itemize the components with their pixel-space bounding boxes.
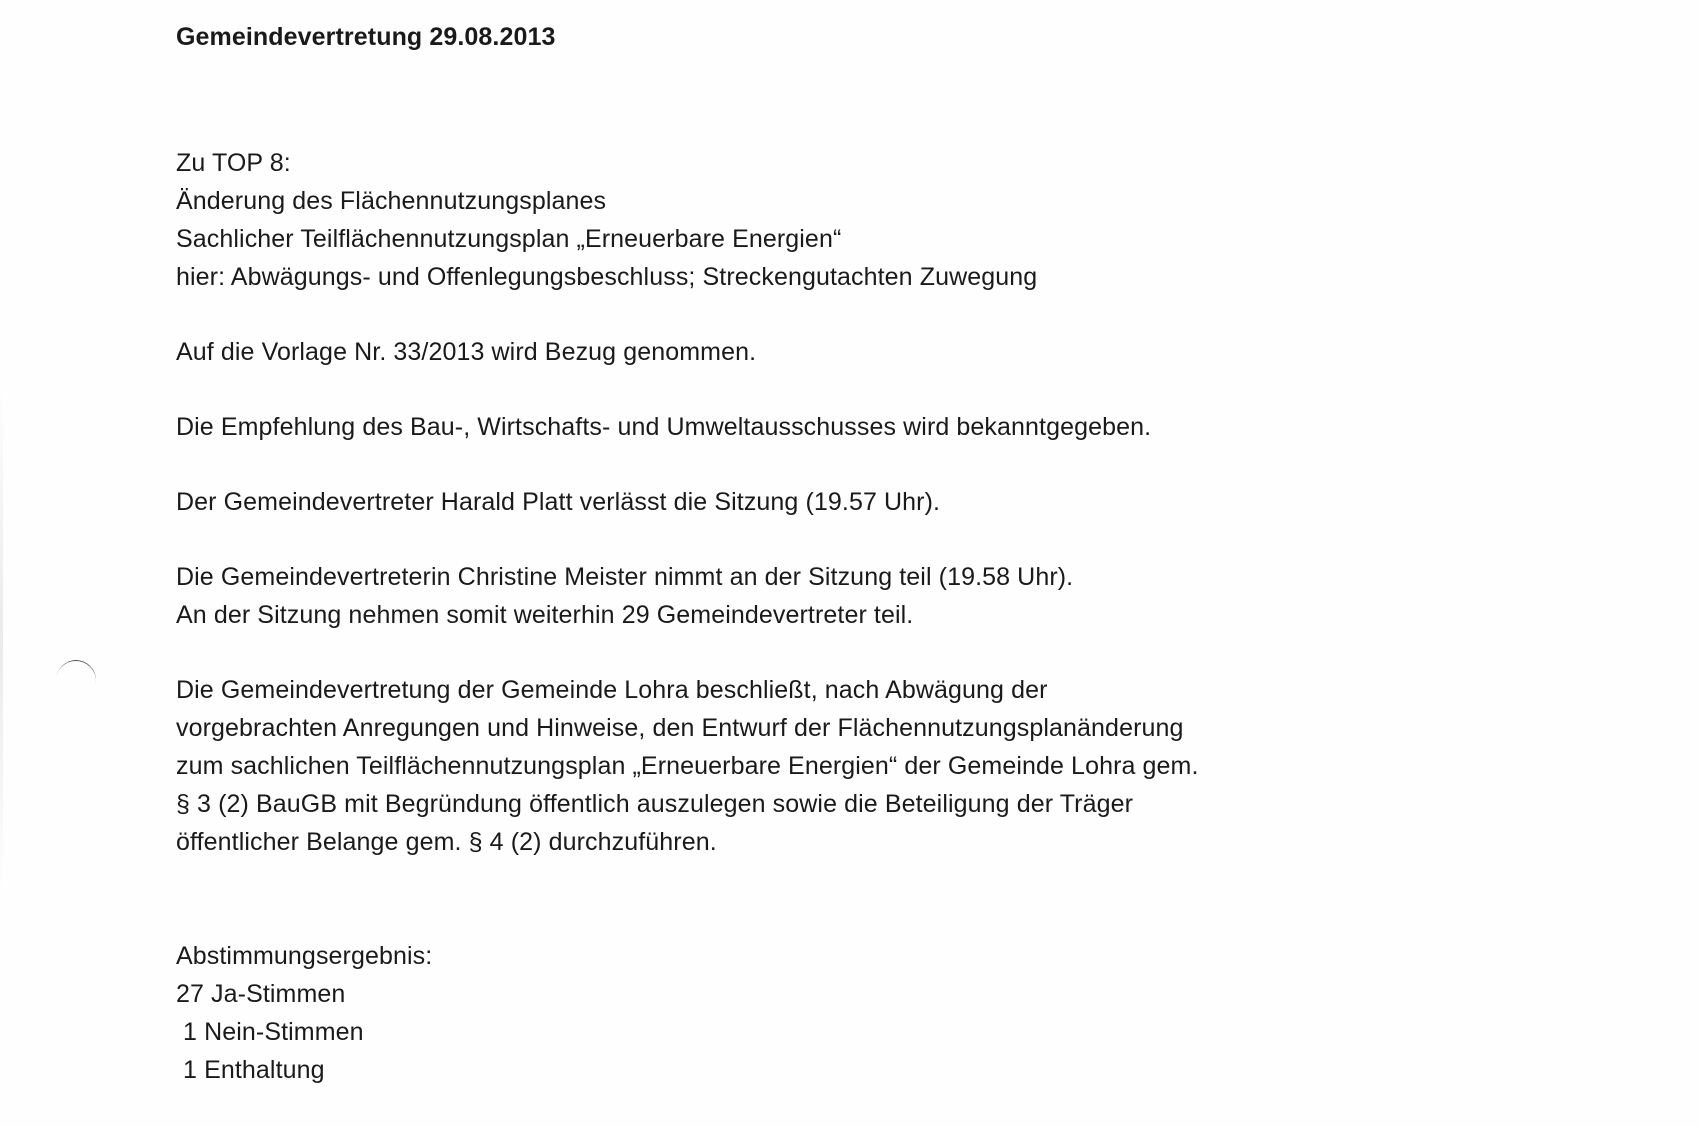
scan-shadow [0,380,3,900]
attendance-line: Die Gemeindevertreterin Christine Meister nimmt an der Sitzung teil (19.58 Uhr). [176,563,1074,591]
punch-hole-mark [52,656,100,704]
resolution-line: zum sachlichen Teilflächennutzungsplan „Erneuerbare Energien“ der Gemeinde Lohra gem. [176,752,1199,780]
vote-abstain: 1 Enthaltung [176,1056,325,1084]
resolution-line: öffentlicher Belange gem. § 4 (2) durchzuführen. [176,828,717,856]
attendance-line: An der Sitzung nehmen somit weiterhin 29 Gemeindevertreter teil. [176,601,914,629]
attendance-block [176,558,1536,634]
resolution-line: Die Gemeindevertretung der Gemeinde Lohra beschließt, nach Abwägung der [176,676,1048,704]
reference-paragraph: Auf die Vorlage Nr. 33/2013 wird Bezug genommen. [176,338,757,366]
resolution-line: vorgebrachten Anregungen und Hinweise, den Entwurf der Flächennutzungsplanänderung [176,714,1184,742]
agenda-block [176,144,1536,296]
vote-heading: Abstimmungsergebnis: [176,942,433,970]
document-title: Gemeindevertretung 29.08.2013 [176,23,556,51]
recommendation-paragraph: Die Empfehlung des Bau-, Wirtschafts- und Umweltausschusses wird bekanntgegeben. [176,413,1152,441]
vote-no: 1 Nein-Stimmen [176,1018,364,1046]
departure-paragraph: Der Gemeindevertreter Harald Platt verlässt die Sitzung (19.57 Uhr). [176,488,941,516]
agenda-top-number: Zu TOP 8: [176,149,291,177]
resolution-line: § 3 (2) BauGB mit Begründung öffentlich auszulegen sowie die Beteiligung der Träger [176,790,1134,818]
vote-yes: 27 Ja-Stimmen [176,980,346,1008]
agenda-plan: Sachlicher Teilflächennutzungsplan „Erneuerbare Energien“ [176,225,842,253]
agenda-subject: Änderung des Flächennutzungsplanes [176,187,607,215]
resolution-paragraph [176,671,1536,861]
vote-result-block [176,937,1536,1089]
agenda-detail: hier: Abwägungs- und Offenlegungsbeschluss; Streckengutachten Zuwegung [176,263,1038,291]
document-body [176,18,1536,1089]
